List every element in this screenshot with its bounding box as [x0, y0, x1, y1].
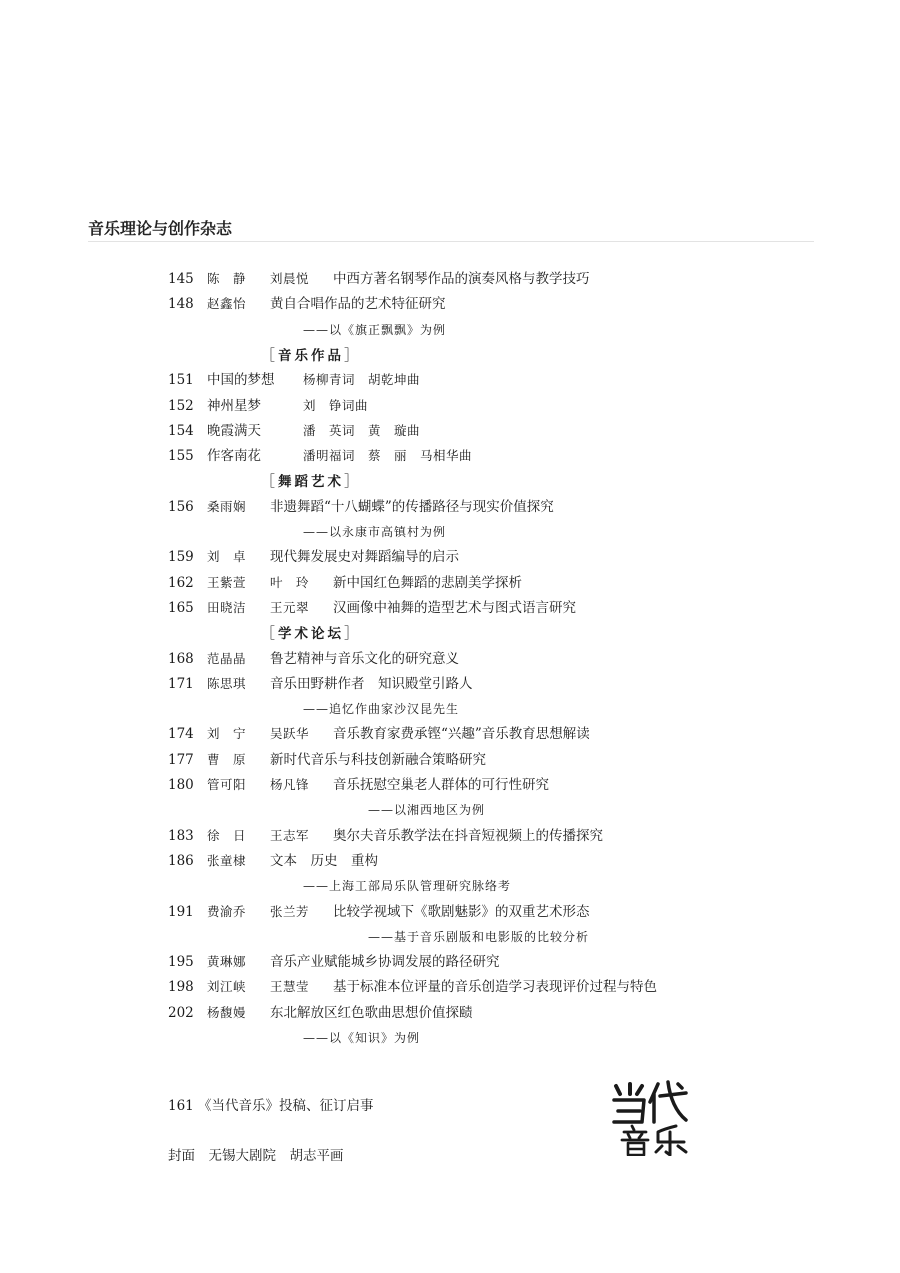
coauthor-name: 王志军 — [270, 828, 310, 843]
author-name: 黄琳娜 — [207, 954, 247, 969]
work-title: 神州星梦 — [207, 398, 261, 414]
submission-notice[interactable]: 161 《当代音乐》投稿、征订启事 — [168, 1098, 374, 1114]
author-name: 刘 宁 — [207, 726, 247, 741]
header-divider — [88, 241, 814, 242]
toc-entry[interactable] — [0, 268, 900, 290]
page-number: 202 — [168, 1005, 194, 1021]
page-number: 180 — [168, 777, 194, 793]
entry-subtitle: ——基于音乐剧版和电影版的比较分析 — [368, 930, 590, 944]
author-name: 曹 原 — [207, 752, 247, 767]
work-title: 晚霞满天 — [207, 423, 261, 439]
article-title[interactable]: 东北解放区红色歌曲思想价值探赜 — [270, 1005, 473, 1021]
bracket-right: ］ — [344, 346, 363, 364]
toc-entry[interactable] — [0, 597, 900, 619]
cover-credit: 封面 无锡大剧院 胡志平画 — [168, 1148, 344, 1164]
toc-subtitle-row — [0, 319, 900, 341]
toc-subtitle-row — [0, 521, 900, 543]
work-title: 中国的梦想 — [207, 372, 275, 388]
bracket-left: ［ — [260, 346, 279, 364]
toc-entry[interactable] — [0, 850, 900, 872]
author-name: 田晓洁 — [207, 600, 247, 615]
toc-entry[interactable] — [0, 546, 900, 568]
toc-entry[interactable] — [0, 951, 900, 973]
bracket-right: ］ — [344, 624, 363, 642]
article-title[interactable]: 比较学视域下《歌剧魅影》的双重艺术形态 — [333, 904, 590, 920]
entry-subtitle: ——追忆作曲家沙汉昆先生 — [303, 702, 460, 716]
page-number: 177 — [168, 752, 194, 768]
author-name: 桑雨娴 — [207, 499, 247, 514]
entry-subtitle: ——以《知识》为例 — [303, 1031, 421, 1045]
page-number: 154 — [168, 423, 194, 439]
article-title[interactable]: 基于标准本位评量的音乐创造学习表现评价过程与特色 — [333, 979, 657, 995]
toc-entry[interactable] — [0, 825, 900, 847]
bracket-right: ］ — [344, 472, 363, 490]
author-name: 赵鑫怡 — [207, 296, 247, 311]
toc-entry[interactable] — [0, 673, 900, 695]
page-number: 191 — [168, 904, 194, 920]
toc-entry[interactable] — [0, 369, 900, 391]
article-title[interactable]: 非遗舞蹈“十八蝴蝶”的传播路径与现实价值探究 — [270, 499, 554, 515]
page-number: 155 — [168, 448, 194, 464]
toc-entry[interactable] — [0, 293, 900, 315]
toc-entry[interactable] — [0, 496, 900, 518]
article-title[interactable]: 音乐教育家费承铿“兴趣”音乐教育思想解读 — [333, 726, 590, 742]
page-number: 183 — [168, 828, 194, 844]
section-label: 学术论坛 — [278, 626, 345, 642]
page-number: 152 — [168, 398, 194, 414]
article-title[interactable]: 汉画像中袖舞的造型艺术与图式语言研究 — [333, 600, 576, 616]
coauthor-name: 王慧莹 — [270, 979, 310, 994]
toc-entry[interactable] — [0, 572, 900, 594]
bracket-left: ［ — [260, 624, 279, 642]
page-number: 156 — [168, 499, 194, 515]
page-number: 159 — [168, 549, 194, 565]
article-title[interactable]: 新时代音乐与科技创新融合策略研究 — [270, 752, 486, 768]
page-number: 145 — [168, 271, 194, 287]
author-name: 刘江峡 — [207, 979, 247, 994]
author-name: 张童棣 — [207, 853, 247, 868]
section-label: 音乐作品 — [278, 348, 345, 364]
page-number: 168 — [168, 651, 194, 667]
page-number: 162 — [168, 575, 194, 591]
toc-entry[interactable] — [0, 976, 900, 998]
article-title[interactable]: 黄自合唱作品的艺术特征研究 — [270, 296, 446, 312]
work-credits: 刘 铮词曲 — [303, 398, 369, 413]
section-heading — [260, 470, 362, 492]
page-number: 148 — [168, 296, 194, 312]
toc-subtitle-row — [0, 698, 900, 720]
journal-header-title: 音乐理论与创作杂志 — [88, 219, 233, 238]
section-heading — [260, 344, 362, 366]
bracket-left: ［ — [260, 472, 279, 490]
toc-entry[interactable] — [0, 395, 900, 417]
article-title[interactable]: 中西方著名钢琴作品的演奏风格与教学技巧 — [333, 271, 590, 287]
coauthor-name: 吴跃华 — [270, 726, 310, 741]
toc-entry[interactable] — [0, 1002, 900, 1024]
article-title[interactable]: 音乐抚慰空巢老人群体的可行性研究 — [333, 777, 549, 793]
section-heading — [260, 622, 362, 644]
section-label: 舞蹈艺术 — [278, 474, 345, 490]
entry-subtitle: ——以《旗正飘飘》为例 — [303, 323, 447, 337]
work-credits: 潘 英词 黄 璇曲 — [303, 423, 421, 438]
journal-logo — [606, 1080, 690, 1156]
article-title[interactable]: 奥尔夫音乐教学法在抖音短视频上的传播探究 — [333, 828, 603, 844]
work-credits: 潘明福词 蔡 丽 马相华曲 — [303, 448, 473, 463]
toc-entry[interactable] — [0, 648, 900, 670]
work-title: 作客南花 — [207, 448, 261, 464]
coauthor-name: 杨凡锋 — [270, 777, 310, 792]
toc-subtitle-row — [0, 799, 900, 821]
toc-entry[interactable] — [0, 723, 900, 745]
coauthor-name: 张兰芳 — [270, 904, 310, 919]
article-title[interactable]: 音乐田野耕作者 知识殿堂引路人 — [270, 676, 473, 692]
page-number: 186 — [168, 853, 194, 869]
toc-subtitle-row — [0, 875, 900, 897]
article-title[interactable]: 音乐产业赋能城乡协调发展的路径研究 — [270, 954, 500, 970]
author-name: 刘 卓 — [207, 549, 247, 564]
author-name: 徐 日 — [207, 828, 247, 843]
article-title[interactable]: 文本 历史 重构 — [270, 853, 378, 869]
article-title[interactable]: 鲁艺精神与音乐文化的研究意义 — [270, 651, 459, 667]
coauthor-name: 刘晨悦 — [270, 271, 310, 286]
coauthor-name: 叶 玲 — [270, 575, 310, 590]
article-title[interactable]: 现代舞发展史对舞蹈编导的启示 — [270, 549, 459, 565]
toc-entry[interactable] — [0, 420, 900, 442]
toc-subtitle-row — [0, 926, 900, 948]
author-name: 杨馥嫚 — [207, 1005, 247, 1020]
author-name: 管可阳 — [207, 777, 247, 792]
toc-subtitle-row — [0, 1027, 900, 1049]
page-number: 165 — [168, 600, 194, 616]
author-name: 费渝乔 — [207, 904, 247, 919]
toc-entry[interactable] — [0, 749, 900, 771]
work-credits: 杨柳青词 胡乾坤曲 — [303, 372, 421, 387]
author-name: 王紫萱 — [207, 575, 247, 590]
page-number: 171 — [168, 676, 194, 692]
coauthor-name: 王元翠 — [270, 600, 310, 615]
entry-subtitle: ——上海工部局乐队管理研究脉络考 — [303, 879, 512, 893]
page-number: 198 — [168, 979, 194, 995]
entry-subtitle: ——以湘西地区为例 — [368, 803, 486, 817]
toc-entry[interactable] — [0, 901, 900, 923]
author-name: 范晶晶 — [207, 651, 247, 666]
page-number: 195 — [168, 954, 194, 970]
author-name: 陈 静 — [207, 271, 247, 286]
page-number: 174 — [168, 726, 194, 742]
page-number: 151 — [168, 372, 194, 388]
toc-entry[interactable] — [0, 445, 900, 467]
entry-subtitle: ——以永康市高镇村为例 — [303, 525, 447, 539]
toc-entry[interactable] — [0, 774, 900, 796]
article-title[interactable]: 新中国红色舞蹈的悲剧美学探析 — [333, 575, 522, 591]
author-name: 陈思琪 — [207, 676, 247, 691]
